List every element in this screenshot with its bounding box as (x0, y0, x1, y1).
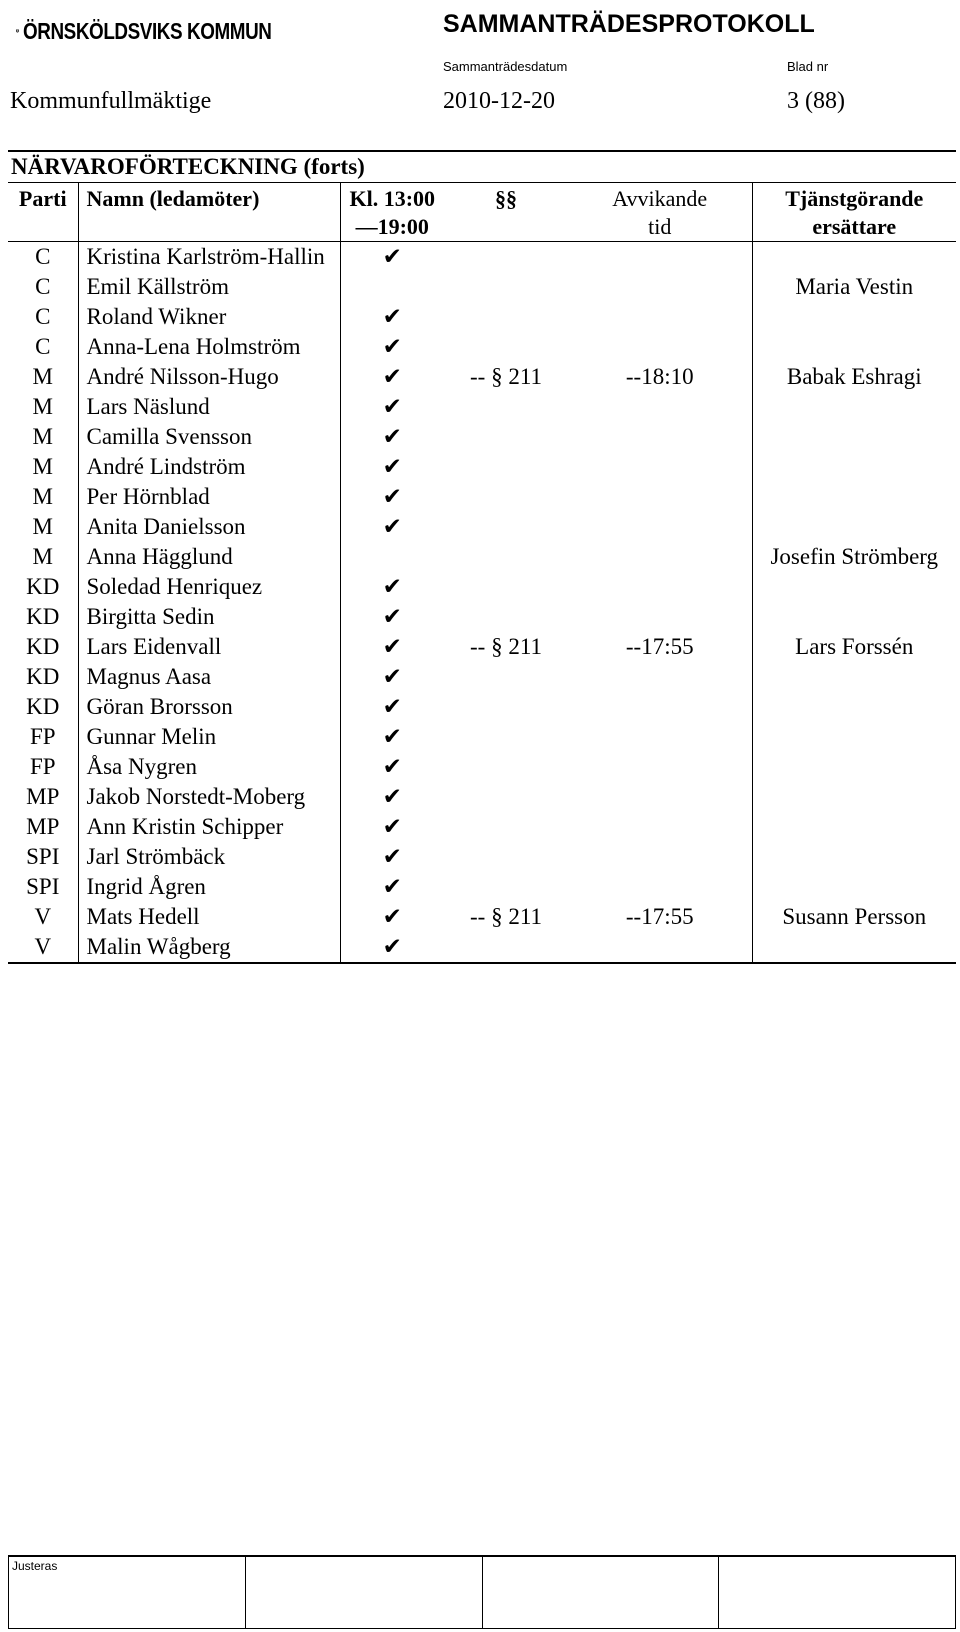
meeting-date: 2010-12-20 (443, 88, 555, 114)
col-tjanstgorande (752, 183, 956, 242)
municipality-logo (16, 6, 326, 56)
cell-paragraph (444, 512, 568, 542)
cell-paragraph (444, 572, 568, 602)
cell-avvikande-tid (568, 302, 752, 332)
cell-paragraph (444, 422, 568, 452)
cell-namn: Emil Källström (78, 272, 340, 302)
cell-ersattare: Maria Vestin (752, 272, 956, 302)
cell-ersattare (752, 302, 956, 332)
justeras-cell-4 (719, 1556, 956, 1629)
cell-avvikande-tid (568, 452, 752, 482)
cell-present: ✔ (382, 514, 402, 540)
cell-parti: MP (8, 782, 78, 812)
cell-avvikande-tid (568, 812, 752, 842)
cell-namn: Åsa Nygren (78, 752, 340, 782)
cell-present: ✔ (382, 364, 402, 390)
cell-paragraph (444, 452, 568, 482)
cell-paragraph (444, 932, 568, 963)
cell-avvikande-tid (568, 722, 752, 752)
cell-paragraph (444, 602, 568, 632)
cell-paragraph (444, 272, 568, 302)
cell-ersattare (752, 602, 956, 632)
table-row (8, 512, 956, 542)
table-row (8, 482, 956, 512)
cell-namn: Soledad Henriquez (78, 572, 340, 602)
cell-namn: Per Hörnblad (78, 482, 340, 512)
cell-avvikande-tid: --17:55 (625, 634, 694, 659)
cell-namn: Ann Kristin Schipper (78, 812, 340, 842)
col-kl (340, 183, 444, 242)
cell-ersattare (752, 812, 956, 842)
cell-ersattare (752, 662, 956, 692)
cell-parti: V (8, 932, 78, 963)
cell-paragraph (444, 812, 568, 842)
cell-namn: Lars Näslund (78, 392, 340, 422)
cell-namn: André Lindström (78, 452, 340, 482)
cell-ersattare (752, 332, 956, 362)
cell-present (340, 542, 444, 572)
cell-namn: Jakob Norstedt-Moberg (78, 782, 340, 812)
col-kl-line2: —19:00 (355, 214, 429, 239)
cell-parti: C (8, 332, 78, 362)
table-row (8, 572, 956, 602)
table-row (8, 302, 956, 332)
cell-present: ✔ (382, 574, 402, 600)
table-row (8, 272, 956, 302)
cell-parti: MP (8, 812, 78, 842)
table-row (8, 242, 956, 273)
cell-avvikande-tid (568, 572, 752, 602)
cell-ersattare: Josefin Strömberg (752, 542, 956, 572)
table-row (8, 782, 956, 812)
org-name: ÖRNSKÖLDSVIKS KOMMUN (22, 17, 272, 44)
table-row (8, 842, 956, 872)
col-tjanst-line1: Tjänstgörande (785, 186, 924, 211)
justeras-box (8, 1555, 956, 1629)
justeras-cell-2 (245, 1556, 482, 1629)
cell-present: ✔ (382, 454, 402, 480)
cell-avvikande-tid (568, 692, 752, 722)
cell-present: ✔ (382, 844, 402, 870)
cell-parti: KD (8, 662, 78, 692)
cell-avvikande-tid (568, 242, 752, 273)
cell-paragraph (444, 482, 568, 512)
table-row (8, 902, 956, 932)
col-namn: Namn (ledamöter) (78, 183, 340, 242)
cell-avvikande-tid (568, 872, 752, 902)
cell-present: ✔ (382, 874, 402, 900)
cell-parti: M (8, 512, 78, 542)
cell-present: ✔ (382, 904, 402, 930)
col-tjanst-line2: ersättare (812, 214, 897, 239)
cell-ersattare: Susann Persson (752, 902, 956, 932)
cell-present: ✔ (382, 694, 402, 720)
cell-parti: V (8, 902, 78, 932)
cell-avvikande-tid (568, 512, 752, 542)
cell-avvikande-tid (568, 602, 752, 632)
table-row (8, 392, 956, 422)
cell-paragraph (444, 302, 568, 332)
cell-namn: Camilla Svensson (78, 422, 340, 452)
date-label: Sammanträdesdatum (443, 59, 568, 74)
page-number: 3 (88) (787, 88, 845, 114)
table-row (8, 602, 956, 632)
cell-namn: Ingrid Ågren (78, 872, 340, 902)
cell-paragraph (444, 332, 568, 362)
cell-parti: M (8, 452, 78, 482)
cell-present: ✔ (382, 724, 402, 750)
cell-namn: Magnus Aasa (78, 662, 340, 692)
cell-parti: FP (8, 722, 78, 752)
cell-ersattare (752, 872, 956, 902)
cell-paragraph (444, 722, 568, 752)
cell-avvikande-tid (568, 542, 752, 572)
justeras-cell-1 (9, 1556, 246, 1629)
cell-present: ✔ (382, 814, 402, 840)
attendance-title: NÄRVAROFÖRTECKNING (forts) (8, 151, 956, 183)
cell-present: ✔ (382, 424, 402, 450)
cell-present: ✔ (382, 394, 402, 420)
cell-ersattare (752, 722, 956, 752)
cell-namn: Malin Wågberg (78, 932, 340, 963)
cell-present: ✔ (382, 484, 402, 510)
cell-namn: Anna-Lena Holmström (78, 332, 340, 362)
cell-parti: C (8, 302, 78, 332)
cell-avvikande-tid (568, 272, 752, 302)
attendance-table (8, 150, 956, 964)
cell-parti: C (8, 272, 78, 302)
cell-present: ✔ (382, 304, 402, 330)
cell-present: ✔ (382, 634, 402, 660)
table-row (8, 632, 956, 662)
column-header-row (8, 183, 956, 242)
table-row (8, 662, 956, 692)
table-row (8, 932, 956, 963)
cell-present: ✔ (382, 334, 402, 360)
cell-parti: KD (8, 572, 78, 602)
cell-avvikande-tid (568, 752, 752, 782)
col-avvikande (568, 183, 752, 242)
cell-ersattare (752, 842, 956, 872)
cell-paragraph (444, 872, 568, 902)
cell-parti: KD (8, 692, 78, 722)
cell-ersattare (752, 422, 956, 452)
cell-present: ✔ (382, 244, 402, 270)
cell-ersattare (752, 242, 956, 273)
cell-namn: Anita Danielsson (78, 512, 340, 542)
cell-ersattare (752, 452, 956, 482)
cell-avvikande-tid: --17:55 (625, 904, 694, 929)
cell-namn: Birgitta Sedin (78, 602, 340, 632)
col-paragraph: §§ (444, 183, 568, 242)
cell-ersattare (752, 512, 956, 542)
cell-ersattare: Lars Forssén (752, 632, 956, 662)
document-type: SAMMANTRÄDESPROTOKOLL (443, 10, 815, 38)
cell-present: ✔ (382, 664, 402, 690)
cell-paragraph (444, 842, 568, 872)
table-row (8, 452, 956, 482)
col-parti: Parti (8, 183, 78, 242)
cell-paragraph (444, 392, 568, 422)
cell-parti: FP (8, 752, 78, 782)
table-row (8, 692, 956, 722)
cell-namn: André Nilsson-Hugo (78, 362, 340, 392)
table-row (8, 872, 956, 902)
table-row (8, 542, 956, 572)
cell-parti: M (8, 482, 78, 512)
cell-paragraph: -- § 211 (470, 364, 542, 389)
table-row (8, 332, 956, 362)
cell-paragraph: -- § 211 (470, 904, 542, 929)
cell-ersattare (752, 392, 956, 422)
cell-ersattare (752, 572, 956, 602)
cell-ersattare (752, 482, 956, 512)
cell-namn: Anna Hägglund (78, 542, 340, 572)
cell-parti: KD (8, 632, 78, 662)
cell-parti: C (8, 242, 78, 273)
attendance-rows (8, 242, 956, 964)
cell-avvikande-tid (568, 842, 752, 872)
cell-paragraph: -- § 211 (470, 634, 542, 659)
cell-avvikande-tid (568, 662, 752, 692)
justeras-cell-3 (482, 1556, 719, 1629)
col-avvikande-line2: tid (648, 214, 672, 239)
cell-parti: SPI (8, 872, 78, 902)
cell-parti: M (8, 362, 78, 392)
cell-namn: Roland Wikner (78, 302, 340, 332)
cell-paragraph (444, 542, 568, 572)
table-row (8, 812, 956, 842)
cell-paragraph (444, 692, 568, 722)
cell-parti: M (8, 422, 78, 452)
col-kl-line1: Kl. 13:00 (349, 186, 436, 211)
col-avvikande-line1: Avvikande (612, 186, 708, 211)
cell-parti: SPI (8, 842, 78, 872)
cell-namn: Jarl Strömbäck (78, 842, 340, 872)
cell-paragraph (444, 752, 568, 782)
cell-present: ✔ (382, 934, 402, 960)
coat-of-arms-icon (16, 7, 19, 55)
cell-namn: Göran Brorsson (78, 692, 340, 722)
justeras-label: Justeras (12, 1559, 58, 1573)
cell-ersattare (752, 932, 956, 963)
cell-ersattare (752, 692, 956, 722)
cell-avvikande-tid (568, 482, 752, 512)
cell-namn: Mats Hedell (78, 902, 340, 932)
cell-parti: KD (8, 602, 78, 632)
cell-parti: M (8, 542, 78, 572)
page-label: Blad nr (787, 59, 829, 74)
cell-avvikande-tid (568, 782, 752, 812)
table-row (8, 422, 956, 452)
cell-ersattare (752, 752, 956, 782)
cell-ersattare (752, 782, 956, 812)
cell-paragraph (444, 782, 568, 812)
cell-namn: Gunnar Melin (78, 722, 340, 752)
cell-present (340, 272, 444, 302)
attendance-title-row (8, 151, 956, 183)
table-row (8, 752, 956, 782)
cell-avvikande-tid (568, 392, 752, 422)
cell-parti: M (8, 392, 78, 422)
cell-avvikande-tid (568, 932, 752, 963)
cell-present: ✔ (382, 604, 402, 630)
cell-avvikande-tid (568, 422, 752, 452)
cell-paragraph (444, 242, 568, 273)
cell-present: ✔ (382, 784, 402, 810)
cell-present: ✔ (382, 754, 402, 780)
cell-namn: Lars Eidenvall (78, 632, 340, 662)
cell-avvikande-tid (568, 332, 752, 362)
cell-avvikande-tid: --18:10 (625, 364, 694, 389)
table-row (8, 722, 956, 752)
cell-ersattare: Babak Eshragi (752, 362, 956, 392)
table-row (8, 362, 956, 392)
cell-namn: Kristina Karlström-Hallin (78, 242, 340, 273)
body-name: Kommunfullmäktige (10, 88, 212, 114)
cell-paragraph (444, 662, 568, 692)
